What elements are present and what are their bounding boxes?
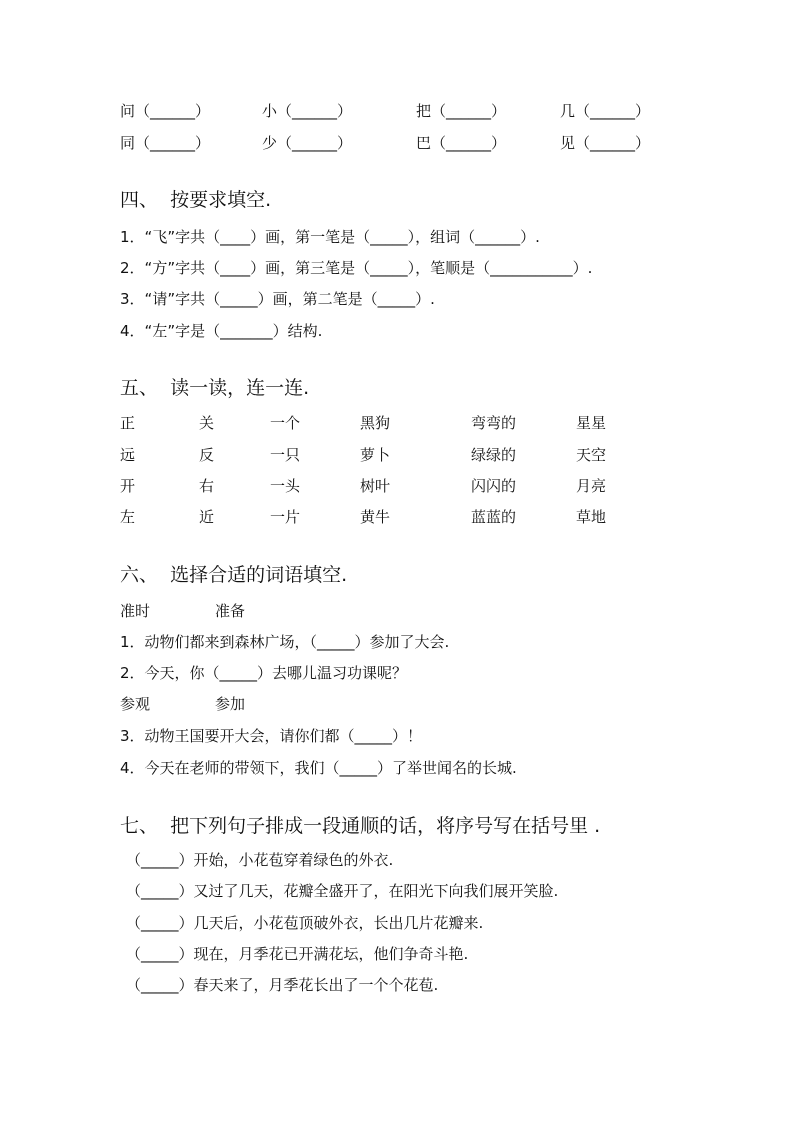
match-word: 反 — [199, 446, 215, 464]
match-word: 萝卜 — [360, 446, 391, 464]
match-word: 近 — [199, 508, 215, 526]
match-word: 正 — [120, 414, 136, 432]
question-item: 4．“左”字是（_______）结构. — [120, 322, 323, 340]
question-item: 3．“请”字共（_____）画，第二笔是（_____）. — [120, 290, 435, 308]
match-word: 右 — [199, 477, 215, 495]
question-item: 4．今天在老师的带领下，我们（_____）了举世闻名的长城. — [120, 759, 517, 777]
match-word: 黄牛 — [360, 508, 391, 526]
char-blank: 问（______） — [120, 102, 211, 120]
match-word: 天空 — [576, 446, 607, 464]
question-item: 2．今天，你（_____）去哪儿温习功课呢？ — [120, 664, 408, 682]
match-word: 闪闪的 — [471, 477, 517, 495]
question-item: 2．“方”字共（____）画，第三笔是（_____），笔顺是（___________）. — [120, 259, 593, 277]
word-choices — [0, 599, 794, 623]
match-word: 弯弯的 — [471, 414, 517, 432]
section-heading: 四、 按要求填空. — [120, 189, 272, 211]
sentence-item: （_____）开始，小花苞穿着绿色的外衣. — [126, 851, 394, 869]
word-choice: 准备 — [215, 602, 246, 620]
match-word: 一只 — [270, 446, 301, 464]
match-word: 黑狗 — [360, 414, 391, 432]
match-word: 开 — [120, 477, 136, 495]
match-word: 一片 — [270, 508, 301, 526]
sentence-item: （_____）几天后，小花苞顶破外衣，长出几片花瓣来. — [126, 914, 484, 932]
section-heading: 七、 把下列句子排成一段通顺的话，将序号写在括号里 . — [120, 815, 601, 837]
word-choices — [0, 692, 794, 716]
word-choice: 参观 — [120, 695, 151, 713]
matching-row — [0, 474, 794, 498]
match-word: 蓝蓝的 — [471, 508, 517, 526]
word-choice: 准时 — [120, 602, 151, 620]
sentence-item: （_____）现在，月季花已开满花坛，他们争奇斗艳. — [126, 945, 469, 963]
sentence-item: （_____）又过了几天，花瓣全盛开了，在阳光下向我们展开笑脸. — [126, 882, 559, 900]
char-blank: 巴（______） — [416, 134, 507, 152]
match-word: 月亮 — [576, 477, 607, 495]
sentence-item: （_____）春天来了，月季花长出了一个个花苞. — [126, 976, 439, 994]
match-word: 绿绿的 — [471, 446, 517, 464]
char-blank: 几（______） — [560, 102, 651, 120]
match-word: 草地 — [576, 508, 607, 526]
char-grid-row — [0, 99, 794, 123]
match-word: 一个 — [270, 414, 301, 432]
match-word: 星星 — [576, 414, 607, 432]
match-word: 左 — [120, 508, 136, 526]
section-heading: 五、 读一读，连一连. — [120, 377, 310, 399]
match-word: 树叶 — [360, 477, 391, 495]
char-blank: 少（______） — [262, 134, 353, 152]
question-item: 1．动物们都来到森林广场，（_____）参加了大会. — [120, 633, 450, 651]
word-choice: 参加 — [215, 695, 246, 713]
matching-row — [0, 411, 794, 435]
question-item: 1．“飞”字共（____）画，第一笔是（_____），组词（______）. — [120, 228, 540, 246]
char-grid-row — [0, 131, 794, 155]
char-blank: 小（______） — [262, 102, 353, 120]
question-item: 3．动物王国要开大会，请你们都（_____）！ — [120, 727, 423, 745]
matching-row — [0, 505, 794, 529]
char-blank: 同（______） — [120, 134, 211, 152]
matching-row — [0, 443, 794, 467]
section-heading: 六、 选择合适的词语填空. — [120, 564, 348, 586]
match-word: 一头 — [270, 477, 301, 495]
char-blank: 见（______） — [560, 134, 651, 152]
match-word: 关 — [199, 414, 215, 432]
char-blank: 把（______） — [416, 102, 507, 120]
match-word: 远 — [120, 446, 136, 464]
